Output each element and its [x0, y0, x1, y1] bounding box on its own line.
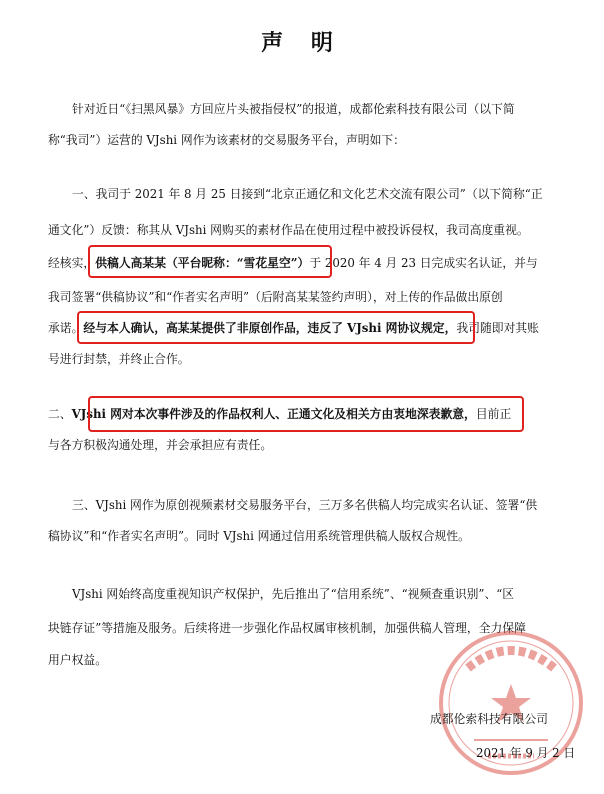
p1-line-1: 一、我司于 2021 年 8 月 25 日接到“北京正通亿和文化艺术交流有限公司”（以下简称“正 [72, 187, 543, 201]
p1-line-5-suffix: 我司随即对其账 [456, 321, 539, 335]
highlight-box-contributor [88, 245, 332, 278]
highlighted-violation-text: 经与本人确认，高某某提供了非原创作品，违反了 VJshi 网协议规定， [83, 321, 457, 335]
p1-line-4: 我司签署“供稿协议”和“作者实名声明”（后附高某某签约声明），对上传的作品做出原创 [48, 290, 503, 304]
p2-line-1-suffix: 目前正 [475, 407, 512, 421]
p4-line-3: 用户权益。 [48, 653, 107, 667]
highlighted-apology-text: VJshi 网对本次事件涉及的作品权利人、正通文化及相关方由衷地深表歉意， [71, 407, 476, 421]
highlight-box-apology [88, 396, 524, 432]
p1-line-3-suffix: 于 2020 年 4 月 23 日完成实名认证，并与 [309, 256, 538, 270]
p4-line-2: 块链存证”等措施及服务。后续将进一步强化作品权属审核机制，加强供稿人管理，全力保障 [48, 621, 526, 635]
p1-line-2: 通文化”）反馈：称其从 VJshi 网购买的素材作品在使用过程中被投诉侵权，我司高度重视。 [48, 223, 529, 237]
p1-line-3-prefix: 经核实， [48, 256, 96, 270]
signature-date: 2021 年 9 月 2 日 [476, 746, 576, 760]
p2-line-1-prefix: 二、 [48, 407, 72, 421]
p3-line-2: 稿协议”和“作者实名声明”。同时 VJshi 网通过信用系统管理供稿人版权合规性。 [48, 529, 470, 543]
document-title: 声 明 [261, 30, 343, 56]
highlight-box-violation [77, 311, 475, 344]
p4-line-1: VJshi 网始终高度重视知识产权保护，先后推出了“信用系统”、“视频查重识别”、“区 [72, 587, 515, 601]
intro-line-2: 称“我司”）运营的 VJshi 网作为该素材的交易服务平台，声明如下： [48, 133, 405, 147]
p1-line-5-prefix: 承诺。 [48, 321, 84, 335]
p3-line-1: 三、VJshi 网作为原创视频素材交易服务平台，三万多名供稿人均完成实名认证、签署“供 [72, 498, 538, 512]
highlighted-contributor-text: 供稿人高某某（平台昵称：“雪花星空”） [95, 256, 310, 270]
intro-line-1: 针对近日“《扫黑风暴》方回应片头被指侵权”的报道，成都伦索科技有限公司（以下简 [72, 102, 515, 116]
signature-company: 成都伦索科技有限公司 [430, 712, 548, 726]
p1-line-6: 号进行封禁，并终止合作。 [48, 352, 190, 366]
p2-line-2: 与各方积极沟通处理，并会承担应有责任。 [48, 438, 273, 452]
